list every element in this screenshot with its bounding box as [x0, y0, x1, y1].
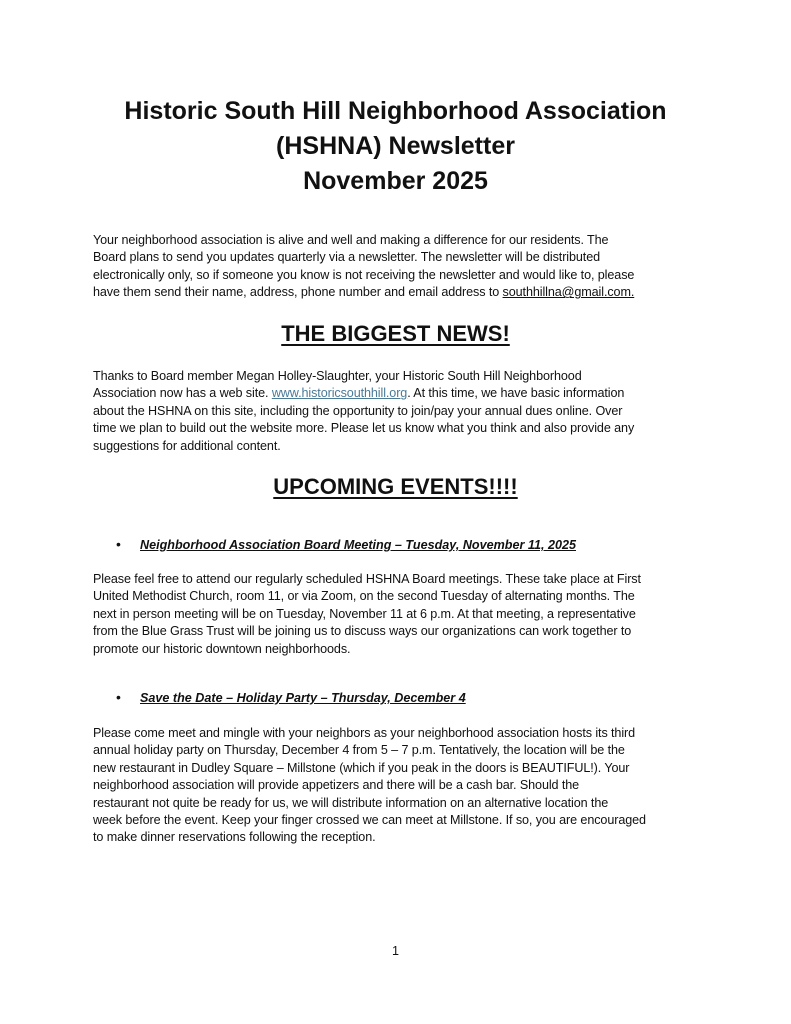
event-line: to make dinner reservations following the reception.	[93, 830, 376, 845]
title-line-2: (HSHNA) Newsletter	[276, 132, 515, 160]
intro-line: electronically only, so if someone you know is not receiving the newsletter and would like to, please	[93, 267, 635, 282]
event-line: restaurant not quite be ready for us, we will distribute information on an alternative location the	[93, 795, 609, 810]
bullet-icon: •	[116, 536, 121, 552]
event-bullet-holiday-party	[116, 689, 466, 707]
event-bullet-board-meeting	[116, 536, 576, 554]
news-line: Thanks to Board member Megan Holley-Slaughter, your Historic South Hill Neighborhood	[93, 369, 582, 383]
event-line: week before the event. Keep your finger crossed we can meet at Millstone. If so, you are encouraged	[93, 813, 646, 828]
intro-line-text: have them send their name, address, phone number and email address to	[93, 285, 503, 300]
intro-paragraph	[93, 232, 705, 302]
biggest-news-heading: THE BIGGEST NEWS!	[281, 321, 510, 346]
event-title: Save the Date – Holiday Party – Thursday, December 4	[140, 691, 466, 705]
website-link[interactable]: www.historicsouthhill.org	[271, 386, 408, 401]
title-line-3: November 2025	[303, 167, 488, 195]
holiday-party-paragraph	[93, 725, 705, 847]
intro-line: Your neighborhood association is alive and well and making a difference for our residents. The	[93, 233, 609, 247]
board-meeting-paragraph	[93, 571, 705, 658]
biggest-news-paragraph	[93, 368, 705, 455]
bullet-icon: •	[116, 689, 121, 705]
newsletter-title	[60, 94, 731, 199]
event-line: United Methodist Church, room 11, or via Zoom, on the second Tuesday of alternating months. The	[93, 589, 635, 604]
news-line: time we plan to build out the website more. Please let us know what you think and also provide any	[93, 421, 635, 436]
news-line: suggestions for additional content.	[93, 438, 281, 453]
contact-email-link[interactable]: southhillna@gmail.com.	[502, 285, 635, 300]
news-line: about the HSHNA on this site, including the opportunity to join/pay your annual dues online. Over	[93, 403, 623, 418]
event-line: from the Blue Grass Trust will be joining us to discuss ways our organizations can work together to	[93, 624, 632, 639]
news-line-text: Association now has a web site.	[93, 386, 272, 401]
event-line: neighborhood association will provide appetizers and there will be a cash bar. Should the	[93, 778, 580, 793]
event-line: annual holiday party on Thursday, December 4 from 5 – 7 p.m. Tentatively, the location will be the	[93, 743, 625, 758]
news-line	[93, 385, 705, 402]
intro-line	[93, 284, 705, 301]
event-line: next in person meeting will be on Tuesday, November 11 at 6 p.m. At that meeting, a representative	[93, 606, 636, 621]
upcoming-events-heading: UPCOMING EVENTS!!!!	[273, 474, 518, 499]
event-line: Please feel free to attend our regularly scheduled HSHNA Board meetings. These take place at First	[93, 572, 641, 586]
event-title: Neighborhood Association Board Meeting – Tuesday, November 11, 2025	[140, 538, 576, 552]
event-line: Please come meet and mingle with your neighbors as your neighborhood association hosts its third	[93, 726, 636, 740]
intro-line: Board plans to send you updates quarterly via a newsletter. The newsletter will be distributed	[93, 250, 601, 265]
news-line-text: . At this time, we have basic information	[407, 386, 625, 401]
event-line: new restaurant in Dudley Square – Millstone (which if you peak in the doors is BEAUTIFUL!). Your	[93, 760, 630, 775]
event-line: promote our historic downtown neighborhoods.	[93, 641, 351, 656]
title-line-1: Historic South Hill Neighborhood Association	[124, 97, 667, 125]
page-number: 1	[391, 944, 399, 958]
